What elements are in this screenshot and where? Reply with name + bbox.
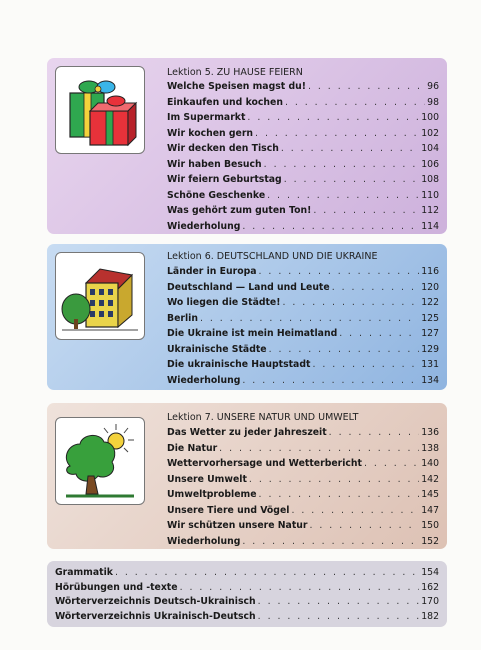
- toc-leader-dots: [313, 205, 419, 216]
- toc-entry-title: Ukrainische Städte: [167, 343, 267, 355]
- toc-entry-title: Die Ukraine ist mein Heimatland: [167, 328, 338, 339]
- lesson-6-picture: [55, 252, 145, 340]
- toc-entry-page: 147: [421, 504, 439, 516]
- toc-entry-page: 138: [421, 442, 439, 454]
- toc-entry-title: Die Natur: [167, 442, 218, 454]
- lesson-5-section: [47, 58, 447, 234]
- toc-entry-page: 106: [421, 158, 439, 170]
- toc-entry-page: 110: [421, 189, 439, 201]
- toc-leader-dots: [115, 567, 419, 578]
- toc-leader-dots: [242, 536, 419, 547]
- toc-entry-page: 140: [421, 458, 439, 469]
- toc-entry-title: Umweltprobleme: [167, 489, 257, 500]
- toc-entry[interactable]: [167, 443, 439, 459]
- toc-entry-page: 152: [421, 535, 439, 547]
- toc-entry[interactable]: [167, 128, 439, 144]
- toc-entry-title: Wörterverzeichnis Deutsch-Ukrainisch: [55, 596, 256, 607]
- tree-and-sun-icon: [56, 418, 144, 504]
- toc-entry[interactable]: [167, 344, 439, 360]
- toc-entry-title: Berlin: [167, 312, 198, 324]
- toc-entry-page: 170: [421, 596, 439, 607]
- toc-entry[interactable]: [167, 159, 439, 175]
- toc-entry-page: 136: [421, 427, 439, 438]
- toc-entry-page: 120: [421, 281, 439, 293]
- lesson-5-heading: Lektion 5. ZU HAUSE FEIERN: [167, 67, 303, 78]
- toc-entry-title: Welche Speisen magst du!: [167, 81, 306, 92]
- toc-leader-dots: [332, 282, 420, 293]
- toc-entry-title: Wiederholung: [167, 374, 241, 386]
- toc-entry-page: 112: [421, 205, 439, 216]
- toc-entry-page: 145: [421, 489, 439, 500]
- toc-entry[interactable]: [167, 266, 439, 282]
- toc-entry[interactable]: [55, 611, 439, 626]
- toc-leader-dots: [249, 474, 419, 485]
- toc-entry-title: Wiederholung: [167, 220, 241, 232]
- lesson-6-heading: Lektion 6. DEUTSCHLAND UND DIE UKRAINE: [167, 251, 378, 262]
- toc-entry-page: 154: [421, 567, 439, 578]
- toc-entry-title: Länder in Europa: [167, 266, 257, 277]
- toc-entry[interactable]: [55, 567, 439, 582]
- toc-entry-title: Wörterverzeichnis Ukrainisch-Deutsch: [55, 610, 256, 622]
- toc-entry-title: Wir decken den Tisch: [167, 143, 279, 154]
- toc-leader-dots: [329, 427, 420, 438]
- toc-entry-page: 150: [421, 520, 439, 531]
- toc-leader-dots: [200, 313, 419, 324]
- toc-leader-dots: [309, 520, 419, 531]
- toc-entry-title: Wettervorhersage und Wetterbericht: [167, 458, 362, 469]
- toc-leader-dots: [255, 128, 419, 139]
- toc-entry[interactable]: [167, 328, 439, 344]
- toc-leader-dots: [219, 443, 419, 454]
- toc-entry-title: Hörübungen und -texte: [55, 581, 178, 593]
- toc-entry-title: Schöne Geschenke: [167, 189, 266, 201]
- toc-entry[interactable]: [167, 359, 439, 375]
- toc-leader-dots: [267, 190, 419, 201]
- toc-entry-title: Einkaufen und kochen: [167, 96, 283, 108]
- toc-leader-dots: [269, 344, 420, 355]
- toc-entry[interactable]: [167, 143, 439, 159]
- toc-entry[interactable]: [55, 596, 439, 611]
- toc-entry-title: Grammatik: [55, 567, 113, 578]
- appendix-section: [47, 561, 447, 627]
- toc-leader-dots: [285, 97, 425, 108]
- toc-entry[interactable]: [167, 112, 439, 128]
- toc-leader-dots: [281, 143, 419, 154]
- toc-entry-title: Unsere Umwelt: [167, 473, 247, 485]
- toc-entry-page: 98: [427, 96, 439, 108]
- toc-entry-page: 162: [421, 581, 439, 593]
- toc-entry-page: 96: [427, 81, 439, 92]
- toc-entry[interactable]: [167, 190, 439, 206]
- toc-entry[interactable]: [167, 97, 439, 113]
- toc-entry[interactable]: [167, 520, 439, 536]
- toc-entry-title: Das Wetter zu jeder Jahreszeit: [167, 427, 327, 438]
- toc-leader-dots: [247, 112, 419, 123]
- toc-leader-dots: [242, 221, 419, 232]
- toc-leader-dots: [180, 582, 420, 593]
- toc-entry[interactable]: [167, 282, 439, 298]
- lesson-5-toc: [167, 81, 439, 236]
- toc-entry-page: 182: [421, 610, 439, 622]
- toc-leader-dots: [364, 458, 419, 469]
- toc-entry-page: 122: [421, 297, 439, 308]
- toc-entry[interactable]: [167, 536, 439, 552]
- toc-entry-page: 129: [421, 343, 439, 355]
- toc-entry-title: Wir haben Besuch: [167, 158, 262, 170]
- toc-entry-page: 102: [421, 127, 439, 139]
- toc-entry[interactable]: [167, 458, 439, 474]
- toc-entry-title: Unsere Tiere und Vögel: [167, 504, 290, 516]
- lesson-6-toc: [167, 266, 439, 390]
- lesson-7-section: [47, 403, 447, 549]
- toc-leader-dots: [264, 159, 420, 170]
- toc-entry[interactable]: [55, 582, 439, 597]
- toc-entry-page: 100: [421, 112, 439, 123]
- lesson-6-section: [47, 244, 447, 390]
- building-with-tree-icon: [56, 253, 144, 339]
- toc-entry[interactable]: [167, 375, 439, 391]
- toc-entry-page: 127: [421, 328, 439, 339]
- toc-entry-title: Wir feiern Geburtstag: [167, 174, 282, 185]
- toc-leader-dots: [339, 328, 419, 339]
- toc-entry-title: Deutschland — Land und Leute: [167, 281, 330, 293]
- toc-entry-title: Wiederholung: [167, 535, 241, 547]
- lesson-5-picture: [55, 66, 145, 154]
- toc-leader-dots: [259, 489, 420, 500]
- toc-leader-dots: [258, 596, 420, 607]
- toc-entry-page: 134: [421, 374, 439, 386]
- toc-entry[interactable]: [167, 427, 439, 443]
- toc-leader-dots: [284, 174, 420, 185]
- toc-entry[interactable]: [167, 221, 439, 237]
- toc-entry[interactable]: [167, 205, 439, 221]
- toc-entry[interactable]: [167, 81, 439, 97]
- toc-entry[interactable]: [167, 474, 439, 490]
- toc-entry[interactable]: [167, 489, 439, 505]
- toc-entry-title: Wir kochen gern: [167, 127, 254, 139]
- toc-entry-page: 116: [421, 266, 439, 277]
- toc-entry[interactable]: [167, 313, 439, 329]
- toc-entry-title: Wo liegen die Städte!: [167, 297, 281, 308]
- toc-entry-title: Wir schützen unsere Natur: [167, 520, 308, 531]
- toc-leader-dots: [258, 611, 420, 622]
- gift-boxes-icon: [56, 67, 144, 153]
- toc-entry-page: 104: [421, 143, 439, 154]
- toc-entry[interactable]: [167, 505, 439, 521]
- toc-entry-page: 131: [421, 359, 439, 370]
- toc-entry-title: Die ukrainische Hauptstadt: [167, 359, 311, 370]
- toc-entry-page: 108: [421, 174, 439, 185]
- toc-leader-dots: [259, 266, 420, 277]
- toc-entry-title: Was gehört zum guten Ton!: [167, 205, 312, 216]
- toc-leader-dots: [291, 505, 419, 516]
- toc-leader-dots: [242, 375, 419, 386]
- toc-leader-dots: [308, 81, 425, 92]
- toc-leader-dots: [282, 297, 419, 308]
- lesson-7-toc: [167, 427, 439, 551]
- lesson-7-picture: [55, 417, 145, 505]
- toc-entry-title: Im Supermarkt: [167, 112, 246, 123]
- toc-entry-page: 142: [421, 473, 439, 485]
- appendix-toc: [55, 567, 439, 625]
- toc-leader-dots: [312, 359, 419, 370]
- toc-entry-page: 114: [421, 220, 439, 232]
- toc-entry[interactable]: [167, 174, 439, 190]
- toc-entry-page: 125: [421, 312, 439, 324]
- lesson-7-heading: Lektion 7. UNSERE NATUR UND UMWELT: [167, 412, 359, 423]
- toc-entry[interactable]: [167, 297, 439, 313]
